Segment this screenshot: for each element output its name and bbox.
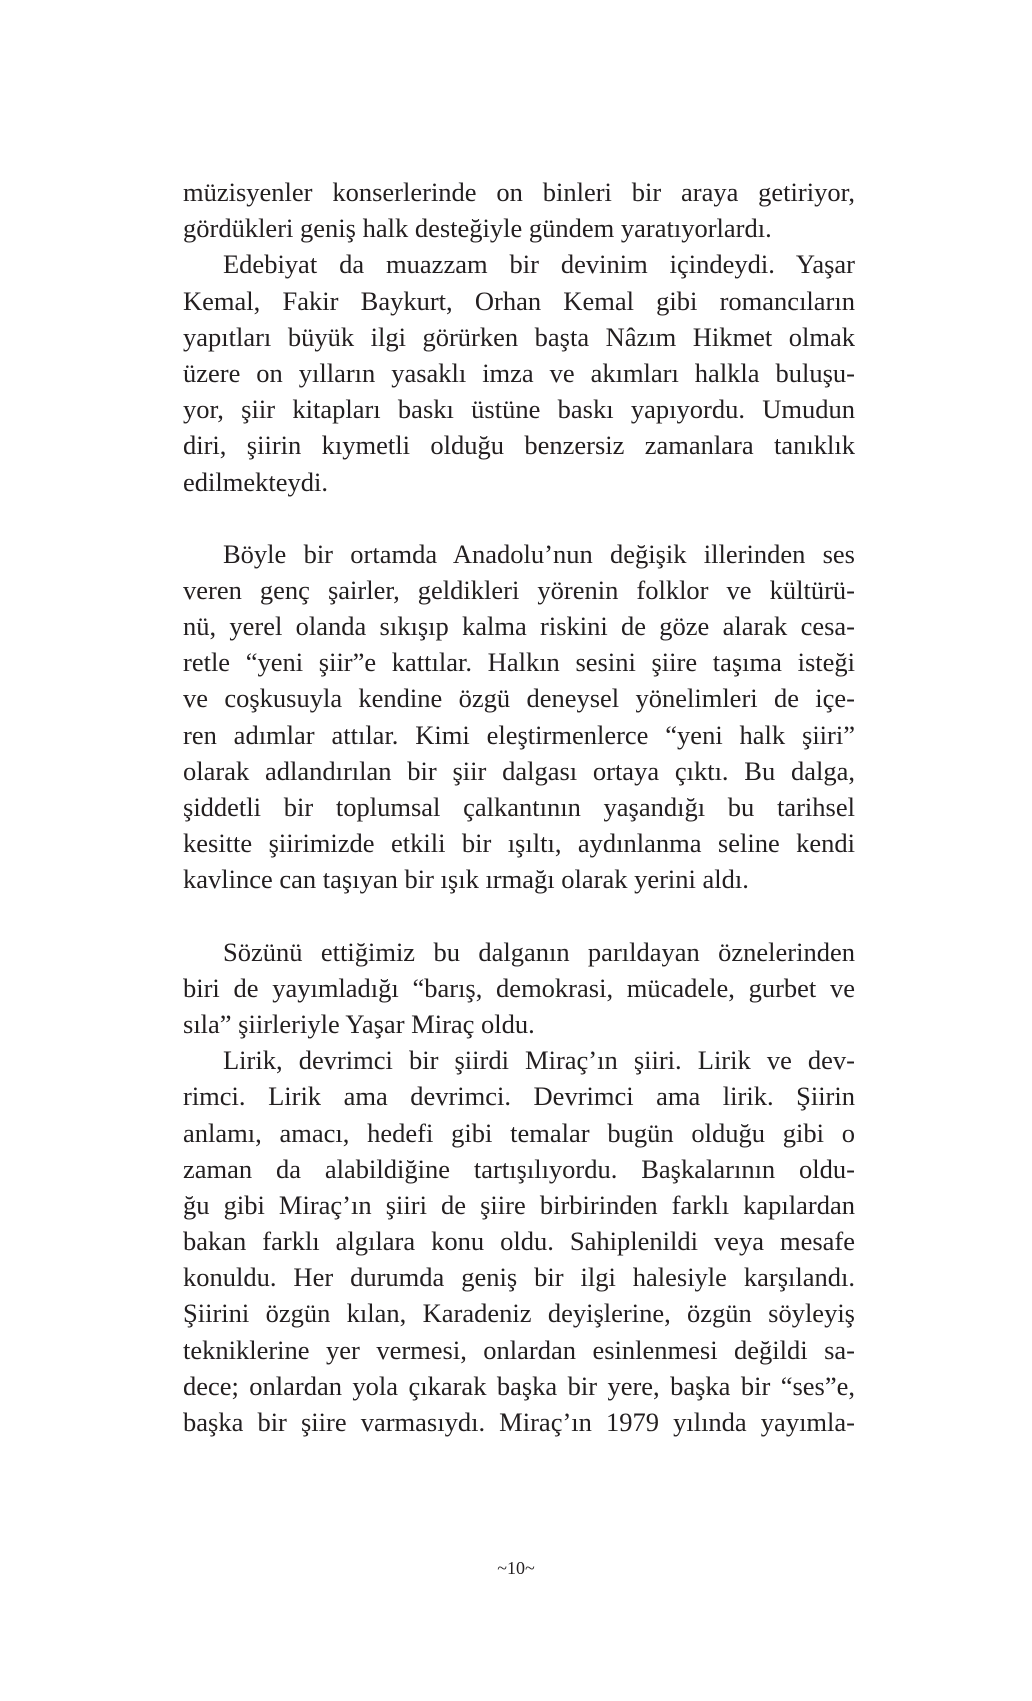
text-line: Edebiyat da muazzam bir devinim içindeydi. Yaşar — [223, 249, 855, 280]
body-text — [183, 174, 855, 1440]
text-line: başka bir şiire varmasıydı. Miraç’ın 1979 yılında yayımla- — [183, 1407, 855, 1437]
text-line: ve coşkusuyla kendine özgü deneysel yönelimleri de içe- — [183, 683, 855, 714]
text-line: üzere on yılların yasaklı imza ve akımları halkla buluşu- — [183, 357, 855, 388]
text-line: retle “yeni şiir”e kattılar. Halkın sesini şiire taşıma isteği — [183, 647, 855, 678]
text-line: nü, yerel olanda sıkışıp kalma riskini de göze alarak cesa- — [183, 611, 855, 642]
text-line: konuldu. Her durumda geniş bir ilgi halesiyle karşılandı. — [183, 1262, 855, 1293]
text-line: anlamı, amacı, hedefi gibi temalar bugün olduğu gibi o — [183, 1117, 855, 1148]
text-line: Böyle bir ortamda Anadolu’nun değişik illerinden ses — [223, 538, 855, 569]
text-line: kavlince can taşıyan bir ışık ırmağı olarak yerini aldı. — [183, 864, 749, 895]
text-line: kesitte şiirimizde etkili bir ışıltı, aydınlanma seline kendi — [183, 828, 855, 859]
text-line: tekniklerine yer vermesi, onlardan esinlenmesi değildi sa- — [183, 1334, 855, 1365]
text-line: biri de yayımladığı “barış, demokrasi, mücadele, gurbet ve — [183, 972, 855, 1003]
text-line: yapıtları büyük ilgi görürken başta Nâzım Hikmet olmak — [183, 321, 855, 352]
text-line: ren adımlar attılar. Kimi eleştirmenlerce “yeni halk şiiri” — [183, 719, 855, 750]
text-line: müzisyenler konserlerinde on binleri bir araya getiriyor, — [183, 177, 855, 207]
text-line: bakan farklı algılara konu oldu. Sahiplenildi veya mesafe — [183, 1226, 855, 1257]
text-line: diri, şiirin kıymetli olduğu benzersiz zamanlara tanıklık — [183, 430, 855, 461]
text-line: Lirik, devrimci bir şiirdi Miraç’ın şiiri. Lirik ve dev- — [223, 1045, 855, 1076]
text-line: Şiirini özgün kılan, Karadeniz deyişlerine, özgün söyleyiş — [183, 1298, 855, 1329]
text-line: gördükleri geniş halk desteğiyle gündem yaratıyorlardı. — [183, 213, 772, 244]
text-line: şiddetli bir toplumsal çalkantının yaşandığı bu tarihsel — [183, 792, 855, 822]
text-line: Kemal, Fakir Baykurt, Orhan Kemal gibi romancıların — [183, 285, 855, 316]
text-line: olarak adlandırılan bir şiir dalgası ortaya çıktı. Bu dalga, — [183, 755, 855, 786]
text-line: Sözünü ettiğimiz bu dalganın parıldayan öznelerinden — [223, 936, 855, 967]
text-line: yor, şiir kitapları baskı üstüne baskı yapıyordu. Umudun — [183, 394, 855, 425]
page-number: ~10~ — [497, 1558, 535, 1578]
text-line: zaman da alabildiğine tartışılıyordu. Başkalarının oldu- — [183, 1153, 855, 1184]
text-line: veren genç şairler, geldikleri yörenin folklor ve kültürü- — [183, 574, 855, 605]
text-line: rimci. Lirik ama devrimci. Devrimci ama lirik. Şiirin — [183, 1081, 855, 1112]
text-line: ğu gibi Miraç’ın şiiri de şiire birbirinden farklı kapılardan — [183, 1189, 855, 1220]
text-line: sıla” şiirleriyle Yaşar Miraç oldu. — [183, 1008, 535, 1039]
text-line: edilmekteydi. — [183, 466, 328, 497]
paragraph-gap — [183, 898, 855, 934]
text-line: dece; onlardan yola çıkarak başka bir yere, başka bir “ses”e, — [183, 1370, 855, 1401]
paragraph-gap — [183, 500, 855, 536]
